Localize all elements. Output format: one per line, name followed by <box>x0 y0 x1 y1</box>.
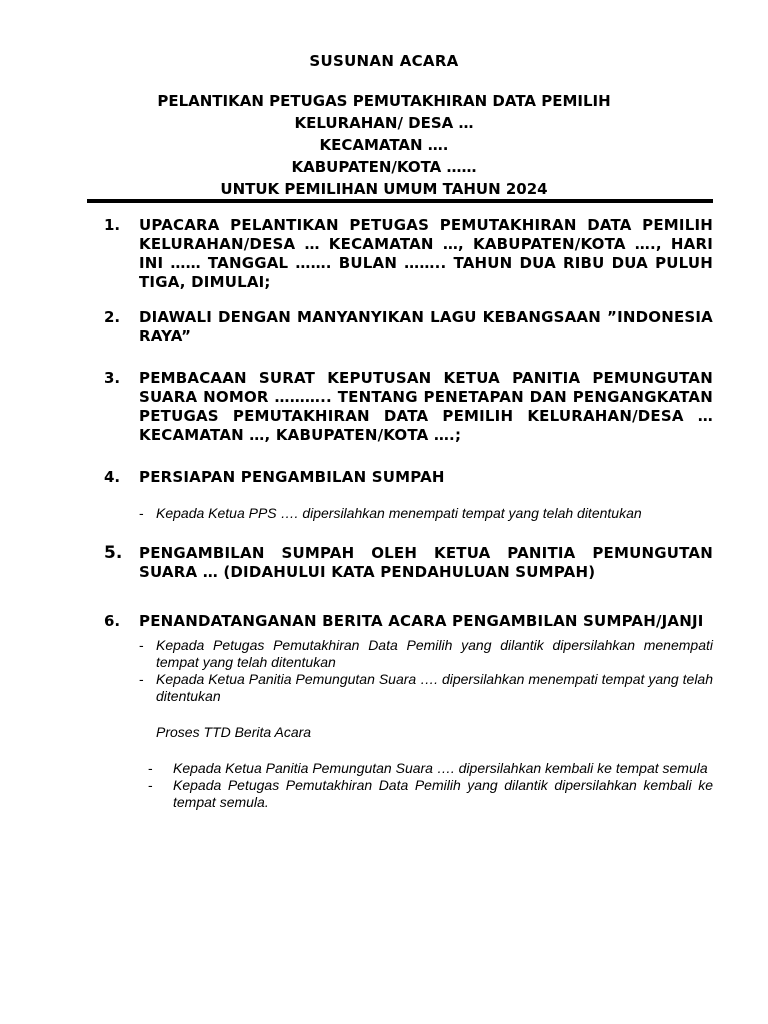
agenda-text: PEMBACAAN SURAT KEPUTUSAN KETUA PANITIA PEMUNGUTAN SUARA NOMOR ……….. TENTANG PENETAPAN DAN PENGANGKATAN PETUGAS PEMUTAKHIRAN DATA PEMILIH KELURAHAN/DESA … KECAMATAN …, KABUPATEN/KOTA ….; <box>139 369 713 444</box>
subtitle-line: KECAMATAN …. <box>319 136 449 154</box>
subtitle-line: PELANTIKAN PETUGAS PEMUTAKHIRAN DATA PEMILIH <box>157 92 611 110</box>
agenda-number: 3. <box>104 369 121 387</box>
agenda-number: 2. <box>104 308 121 326</box>
agenda-number: 1. <box>104 216 121 234</box>
agenda-text: PERSIAPAN PENGAMBILAN SUMPAH <box>139 468 445 486</box>
agenda-subitems <box>139 505 713 522</box>
agenda-list <box>87 216 713 811</box>
subitem-text: Kepada Ketua PPS …. dipersilahkan menempati tempat yang telah ditentukan <box>156 505 642 521</box>
agenda-number: 4. <box>104 468 121 486</box>
agenda-item-3 <box>87 369 713 445</box>
dash-bullet: - <box>139 637 144 653</box>
agenda-item-4 <box>87 468 713 522</box>
subitem-text: Kepada Ketua Panitia Pemungutan Suara …. dipersilahkan menempati tempat yang telah ditentukan <box>156 671 713 704</box>
subtitle-line: UNTUK PEMILIHAN UMUM TAHUN 2024 <box>220 180 548 198</box>
process-note: Proses TTD Berita Acara <box>156 724 312 740</box>
agenda-item-6 <box>87 612 713 811</box>
dash-bullet: - <box>139 671 144 687</box>
document-header <box>0 50 768 200</box>
dash-bullet: - <box>148 760 153 776</box>
dash-bullet: - <box>139 505 144 521</box>
document-title: SUSUNAN ACARA <box>309 52 459 70</box>
subitem-text: Kepada Petugas Pemutakhiran Data Pemilih yang dilantik dipersilahkan menempati tempat yang telah ditentukan <box>156 637 713 670</box>
subitem-text: Kepada Petugas Pemutakhiran Data Pemilih yang dilantik dipersilahkan kembali ke tempat semula. <box>173 777 713 810</box>
subitem <box>139 505 713 522</box>
subitem <box>139 671 713 705</box>
agenda-text: PENGAMBILAN SUMPAH OLEH KETUA PANITIA PEMUNGUTAN SUARA … (DIDAHULUI KATA PENDAHULUAN SUMPAH) <box>139 544 713 581</box>
closing-subitems <box>139 760 713 811</box>
agenda-text: PENANDATANGANAN BERITA ACARA PENGAMBILAN SUMPAH/JANJI <box>139 612 704 630</box>
subitem <box>139 777 713 811</box>
agenda-number: 5. <box>104 543 123 563</box>
agenda-text: DIAWALI DENGAN MANYANYIKAN LAGU KEBANGSAAN ”INDONESIA RAYA” <box>139 308 713 345</box>
dash-bullet: - <box>148 777 153 793</box>
subtitle-line: KABUPATEN/KOTA …… <box>291 158 477 176</box>
agenda-item-5 <box>87 544 713 582</box>
agenda-item-1 <box>87 216 713 292</box>
header-divider <box>87 199 713 203</box>
subitem <box>139 637 713 671</box>
subtitle-line: KELURAHAN/ DESA … <box>294 114 474 132</box>
agenda-subitems <box>139 637 713 811</box>
subitem-text: Kepada Ketua Panitia Pemungutan Suara …. dipersilahkan kembali ke tempat semula <box>173 760 708 776</box>
document-subtitle <box>0 90 768 200</box>
subitem <box>139 760 713 777</box>
agenda-item-2 <box>87 308 713 346</box>
agenda-number: 6. <box>104 612 121 630</box>
agenda-text: UPACARA PELANTIKAN PETUGAS PEMUTAKHIRAN DATA PEMILIH KELURAHAN/DESA … KECAMATAN …, KABUPATEN/KOTA …., HARI INI …… TANGGAL ……. BULAN …….. TAHUN DUA RIBU DUA PULUH TIGA, DIMULAI; <box>139 216 713 291</box>
